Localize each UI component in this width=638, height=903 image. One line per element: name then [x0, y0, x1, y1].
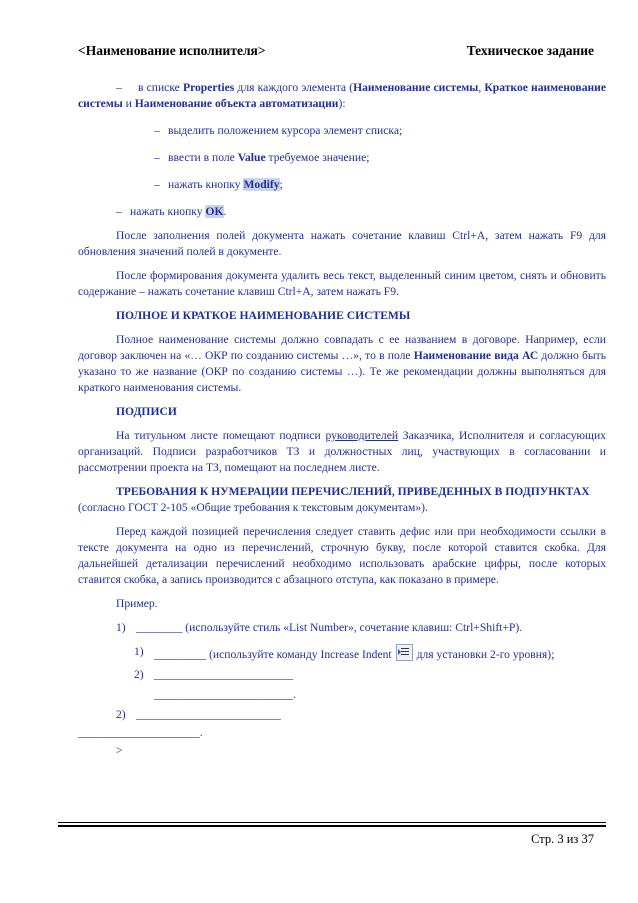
page-number: Стр. 3 из 37 — [531, 832, 594, 846]
sub-bullet-value — [78, 150, 606, 166]
list-item-text: _________ (используйте команду Increase Indent — [154, 648, 392, 661]
list-number: 2) — [116, 708, 126, 721]
modify-button-label: Modify — [243, 178, 280, 191]
dash-marker: – — [116, 81, 122, 94]
p1-text-c: для каждого элемента ( — [234, 81, 354, 94]
bullet-ok — [78, 204, 606, 220]
footer-rule-thick — [58, 825, 606, 827]
p5-managers-link: руководителей — [325, 429, 399, 442]
paragraph-system-name — [78, 332, 606, 396]
value-field-name: Value — [237, 151, 266, 164]
p1-short-name: Краткое наименование системы — [78, 81, 606, 110]
dash-marker: – — [154, 151, 160, 164]
dash-marker: – — [116, 205, 122, 218]
dash-marker: – — [154, 178, 160, 191]
p1-system-name: Наименование системы — [353, 81, 479, 94]
example-item-1-2-continued: ________________________. — [154, 688, 297, 701]
example-item-2-continued: _____________________. — [78, 726, 203, 739]
p5-text-a: На титульном листе помещают подписи — [116, 429, 326, 442]
paragraph-remove-text: После формирования документа удалить весь текст, выделенный синим цветом, снять и обновить содержание – нажать сочетание клавиш Ctrl+A, затем нажать F9. — [78, 269, 606, 298]
section-heading-numbering: ТРЕБОВАНИЯ К НУМЕРАЦИИ ПЕРЕЧИСЛЕНИЙ, ПРИВЕДЕННЫХ В ПОДПУНКТАХ — [116, 485, 590, 498]
dash-marker: – — [154, 124, 160, 137]
list-item-text: ________________________ — [154, 668, 294, 681]
paragraph-fill-fields: После заполнения полей документа нажать сочетание клавиш Ctrl+A, затем нажать F9 для обновления значений полей в документе. — [78, 229, 606, 258]
p1-text-g: и — [122, 97, 135, 110]
ok-button-label: OK — [205, 205, 224, 218]
example-item-1-2 — [78, 667, 606, 683]
list-item-text: ________ (используйте стиль «List Number», сочетание клавиш: Ctrl+Shift+P). — [136, 621, 523, 634]
section-heading-signatures: ПОДПИСИ — [116, 405, 177, 418]
document-body — [78, 80, 606, 759]
p1-object-name: Наименование объекта автоматизации — [134, 97, 339, 110]
example-label: Пример. — [116, 597, 158, 610]
sub-bullet-modify — [78, 177, 606, 193]
sub2-text-c: требуемое значение; — [265, 151, 370, 164]
list-number: 1) — [134, 645, 144, 658]
sub-bullet-select — [78, 123, 606, 139]
header-executor: <Наименование исполнителя> — [78, 43, 266, 58]
p4-field-name: Наименование вида АС — [413, 349, 539, 362]
p1-text-a: в списке — [138, 81, 183, 94]
sub3-text-a: нажать кнопку — [168, 178, 244, 191]
p1-properties: Properties — [182, 81, 235, 94]
example-item-1-1 — [78, 644, 606, 663]
properties-paragraph — [78, 80, 606, 112]
b2-text-c: . — [223, 205, 227, 218]
p4-text-c: должно быть указано то же название (ОКР по созданию системы …). Те же рекомендации должны выполняться для краткого наименования системы. — [78, 349, 606, 394]
list-item-text: _________________________ — [136, 708, 281, 721]
p5-text-c: Заказчика, Исполнителя и согласующих организаций. Подписи разработчиков ТЗ и должностных лиц, участвующих в согласовании и рассмотрении проекта на ТЗ, помещают на последнем листе. — [78, 429, 606, 474]
example-item-1 — [78, 620, 606, 636]
list-item-text-tail: для установки 2-го уровня); — [416, 648, 555, 661]
section-heading-system-name: ПОЛНОЕ И КРАТКОЕ НАИМЕНОВАНИЕ СИСТЕМЫ — [116, 309, 411, 322]
sub2-text-a: ввести в поле — [168, 151, 238, 164]
footer-rule-thin — [58, 822, 606, 823]
paragraph-signatures — [78, 428, 606, 476]
sub3-text-c: ; — [279, 178, 283, 191]
sub-bullet-text: выделить положением курсора элемент списка; — [168, 124, 403, 137]
list-number: 1) — [116, 621, 126, 634]
section-heading-numbering-note: (согласно ГОСТ 2-105 «Общие требования к текстовым документам»). — [78, 501, 428, 514]
paragraph-numbering-rules: Перед каждой позицией перечисления следует ставить дефис или при необходимости ссылки в тексте документа на одно из перечислений, строчную букву, после которой ставится скобка. Для дальнейшей детализации перечислений необходимо использовать арабские цифры, после которых ставится скобка, а запись производится с абзацного отступа, как показано в примере. — [78, 525, 606, 586]
list-number: 2) — [134, 668, 144, 681]
example-item-2 — [78, 707, 606, 723]
b2-text-a: нажать кнопку — [130, 205, 206, 218]
closing-bracket: > — [116, 744, 123, 757]
p1-text-i: ): — [338, 97, 346, 110]
p4-text-a: Полное наименование системы должно совпадать с ее названием в договоре. Например, если договор заключен на «… ОКР по созданию системы …», то в поле — [78, 333, 606, 362]
increase-indent-icon — [396, 644, 413, 661]
header-doc-type: Техническое задание — [466, 43, 594, 58]
p1-text-e: , — [478, 81, 485, 94]
